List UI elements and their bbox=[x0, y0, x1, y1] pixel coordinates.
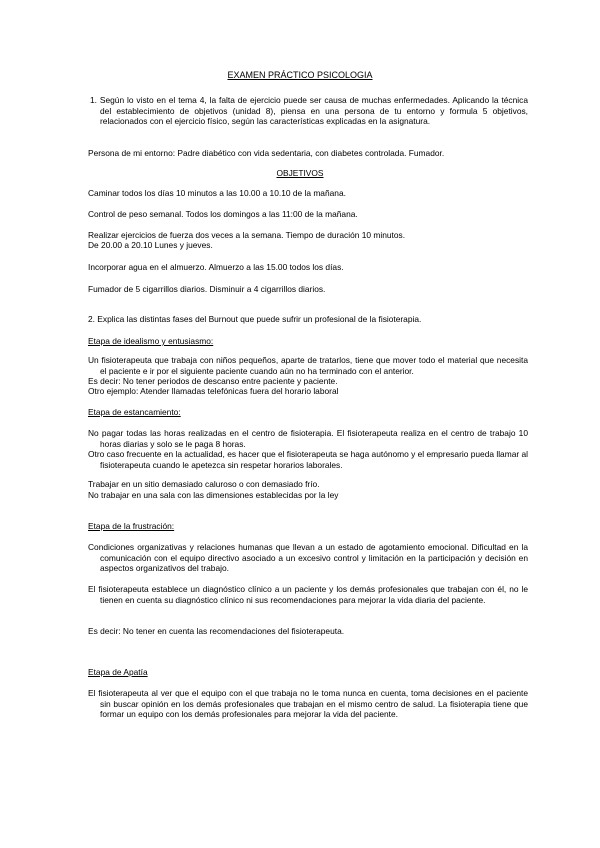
etapa-frustracion-heading: Etapa de la frustración: bbox=[88, 521, 175, 531]
etapa-estancamiento-p3: Trabajar en un sitio demasiado caluroso o con demasiado frío. bbox=[88, 479, 320, 489]
objetivo-3: Realizar ejercicios de fuerza dos veces a la semana. Tiempo de duración 10 minutos. bbox=[88, 230, 406, 240]
etapa-frustracion-p3: Es decir: No tener en cuenta las recomendaciones del fisioterapeuta. bbox=[88, 626, 345, 636]
etapa-frustracion-p1: Condiciones organizativas y relaciones humanas que llevan a un estado de agotamiento emocional. Dificultad en la comunicación con el equipo directivo asociado a un excesivo control y limitación en la participación y decisión en aspectos organizativos del trabajo. bbox=[88, 542, 528, 574]
etapa-estancamiento-heading: Etapa de estancamiento: bbox=[88, 407, 181, 417]
etapa-apatia-p1: El fisioterapeuta al ver que el equipo con el que trabaja no le toma nunca en cuenta, toma decisiones en el paciente sin buscar opinión en los demás profesionales que trabajan en el mismo centro de salud. La fisioterapia tiene que formar un equipo con los demás profesionales para mejorar la vida del paciente. bbox=[88, 688, 528, 720]
etapa-idealismo-p3: Otro ejemplo: Atender llamadas telefónicas fuera del horario laboral bbox=[88, 386, 339, 396]
etapa-idealismo-heading: Etapa de idealismo y entusiasmo: bbox=[88, 336, 214, 346]
page-title: EXAMEN PRÁCTICO PSICOLOGIA bbox=[227, 70, 373, 80]
etapa-frustracion-p2: El fisioterapeuta establece un diagnóstico clínico a un paciente y los demás profesionales que trabajan con él, no le tienen en cuenta su diagnóstico clínico ni sus recomendaciones para mejorar la vida diaria del paciente. bbox=[88, 584, 528, 605]
persona-text: Persona de mi entorno: Padre diabético con vida sedentaria, con diabetes controlada. Fumador. bbox=[88, 148, 445, 158]
objetivo-4: Incorporar agua en el almuerzo. Almuerzo a las 15.00 todos los días. bbox=[88, 262, 344, 272]
etapa-idealismo-p2: Es decir: No tener periodos de descanso entre paciente y paciente. bbox=[88, 376, 338, 386]
etapa-estancamiento-p2: Otro caso frecuente en la actualidad, es hacer que el fisioterapeuta se haga autónomo y el empresario pueda llamar al fisioterapeuta cuando le apetezca sin respetar horarios laborales. bbox=[88, 449, 528, 470]
question-2: 2. Explica las distintas fases del Burnout que puede sufrir un profesional de la fisioterapia. bbox=[88, 314, 422, 324]
etapa-apatia-heading: Etapa de Apatía bbox=[88, 667, 148, 677]
objetivos-heading: OBJETIVOS bbox=[276, 168, 324, 178]
objetivo-1: Caminar todos los días 10 minutos a las 10.00 a 10.10 de la mañana. bbox=[88, 188, 346, 198]
etapa-estancamiento-p4: No trabajar en una sala con las dimensiones establecidas por la ley bbox=[88, 490, 339, 500]
objetivo-2: Control de peso semanal. Todos los domingos a las 11:00 de la mañana. bbox=[88, 209, 358, 219]
question-1: 1. Según lo visto en el tema 4, la falta de ejercicio puede ser causa de muchas enfermedades. Aplicando la técnica del establecimiento de objetivos (unidad 8), piensa en una persona de tu entorno y formula 5 objetivos, relacionados con el ejercicio físico, según las características explicadas en la asignatura. bbox=[90, 95, 528, 127]
etapa-idealismo-p1: Un fisioterapeuta que trabaja con niños pequeños, aparte de tratarlos, tiene que mover todo el material que necesita el paciente e ir por el siguiente paciente cuando aún no ha terminado con el anterior. bbox=[88, 355, 528, 376]
objetivo-3-schedule: De 20.00 a 20.10 Lunes y jueves. bbox=[88, 240, 213, 250]
etapa-estancamiento-p1: No pagar todas las horas realizadas en el centro de fisioterapia. El fisioterapeuta realiza en el centro de trabajo 10 horas diarias y solo se le paga 8 horas. bbox=[88, 428, 528, 449]
objetivo-5: Fumador de 5 cigarrillos diarios. Disminuir a 4 cigarrillos diarios. bbox=[88, 284, 326, 294]
